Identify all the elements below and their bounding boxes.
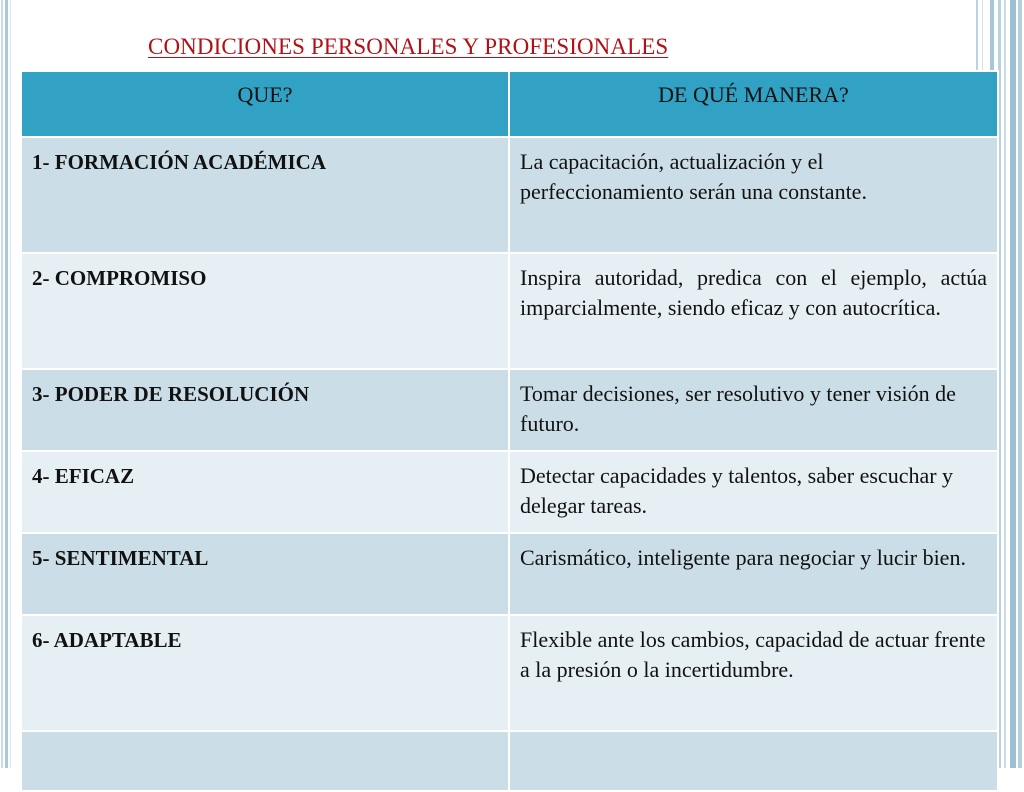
conditions-table — [20, 70, 999, 792]
row-que-cell: 2- COMPROMISO — [21, 253, 509, 369]
row-manera-cell: Detectar capacidades y talentos, saber escuchar y delegar tareas. — [509, 451, 998, 533]
table-row — [21, 369, 998, 451]
table-row — [21, 615, 998, 731]
header-que: QUE? — [21, 71, 509, 137]
header-manera: DE QUÉ MANERA? — [509, 71, 998, 137]
row-manera-cell: La capacitación, actualización y el perfeccionamiento serán una constante. — [509, 137, 998, 253]
row-manera-cell: Carismático, inteligente para negociar y lucir bien. — [509, 533, 998, 615]
slide-title: CONDICIONES PERSONALES Y PROFESIONALES — [148, 34, 669, 59]
row-manera-cell: Flexible ante los cambios, capacidad de actuar frente a la presión o la incertidumbre. — [509, 615, 998, 731]
row-que-cell: 3- PODER DE RESOLUCIÓN — [21, 369, 509, 451]
table-row — [21, 731, 998, 791]
table-row — [21, 451, 998, 533]
row-manera-cell: Tomar decisiones, ser resolutivo y tener visión de futuro. — [509, 369, 998, 451]
table-row — [21, 137, 998, 253]
row-manera-cell — [509, 731, 998, 791]
row-que-cell: 4- EFICAZ — [21, 451, 509, 533]
table-row — [21, 253, 998, 369]
left-decorative-stripes — [0, 0, 14, 768]
row-que-cell: 1- FORMACIÓN ACADÉMICA — [21, 137, 509, 253]
row-que-cell: 6- ADAPTABLE — [21, 615, 509, 731]
row-manera-cell: Inspira autoridad, predica con el ejemplo, actúa imparcialmente, siendo eficaz y con autocrítica. — [509, 253, 998, 369]
row-que-cell: 5- SENTIMENTAL — [21, 533, 509, 615]
table-header-row — [21, 71, 998, 137]
row-que-cell — [21, 731, 509, 791]
table-row — [21, 533, 998, 615]
